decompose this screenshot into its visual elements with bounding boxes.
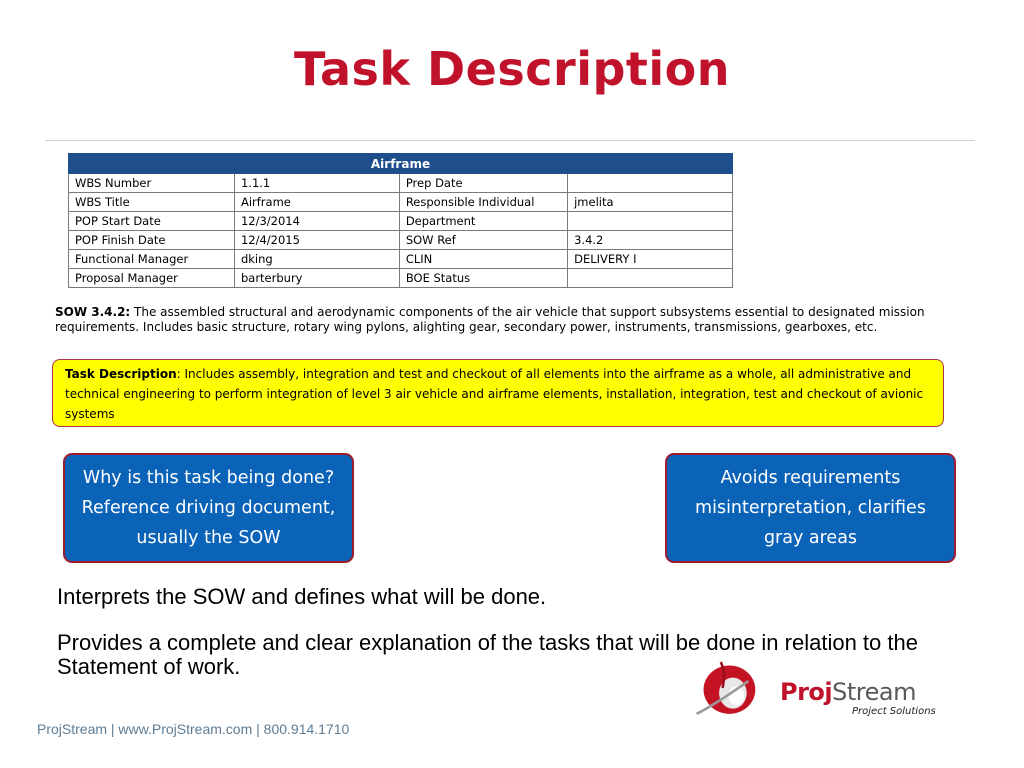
table-cell [568, 269, 733, 288]
logo-stream: Stream [832, 678, 916, 706]
callout-avoids-text: Avoids requirements misinterpretation, clarifies gray areas [695, 468, 926, 548]
table-cell: SOW Ref [399, 231, 567, 250]
sow-text: The assembled structural and aerodynamic components of the air vehicle that support subsystems essential to designated mission requirements. Includes basic structure, rotary wing pylons, alighting gear, secondary power, instruments, transmissions, gearboxes, etc. [55, 305, 925, 334]
table-cell [568, 212, 733, 231]
wbs-table [68, 153, 733, 288]
table-cell: Department [399, 212, 567, 231]
logo-subtitle: Project Solutions [852, 706, 936, 717]
table-cell: barterbury [234, 269, 399, 288]
table-cell: jmelita [568, 193, 733, 212]
table-cell: 12/3/2014 [234, 212, 399, 231]
table-row [69, 250, 733, 269]
table-cell [568, 174, 733, 193]
callout-avoids [665, 453, 956, 563]
task-description-label: Task Description [65, 367, 177, 381]
wbs-table-header: Airframe [69, 154, 733, 174]
table-cell: WBS Number [69, 174, 235, 193]
task-description-box [52, 359, 944, 427]
bullet-1: Interprets the SOW and defines what will be done. [57, 584, 547, 609]
table-cell: 3.4.2 [568, 231, 733, 250]
table-row [69, 231, 733, 250]
table-cell: WBS Title [69, 193, 235, 212]
table-cell: BOE Status [399, 269, 567, 288]
table-row [69, 269, 733, 288]
table-cell: Proposal Manager [69, 269, 235, 288]
table-row [69, 193, 733, 212]
bullet-2: Provides a complete and clear explanation of the tasks that will be done in relation to the Statement of work. [57, 630, 918, 679]
table-cell: Functional Manager [69, 250, 235, 269]
slide-title: Task Description [294, 42, 730, 96]
projstream-logo-icon [688, 650, 770, 725]
table-cell: 12/4/2015 [234, 231, 399, 250]
table-cell: DELIVERY I [568, 250, 733, 269]
sow-reference [55, 305, 960, 335]
table-row [69, 212, 733, 231]
table-cell: CLIN [399, 250, 567, 269]
table-cell: 1.1.1 [234, 174, 399, 193]
sow-label: SOW 3.4.2: [55, 305, 131, 319]
callout-why-text: Why is this task being done? Reference driving document, usually the SOW [81, 468, 336, 548]
table-cell: Airframe [234, 193, 399, 212]
task-description-text: : Includes assembly, integration and test and checkout of all elements into the airframe as a whole, all administrative and technical engineering to perform integration of level 3 air vehicle and airframe elements, installation, integration, test and checkout of avionic systems [65, 367, 924, 421]
title-divider [45, 140, 975, 141]
table-cell: Prep Date [399, 174, 567, 193]
table-cell: POP Start Date [69, 212, 235, 231]
logo-wordmark [780, 678, 916, 706]
table-cell: POP Finish Date [69, 231, 235, 250]
footer-text: ProjStream | www.ProjStream.com | 800.914.1710 [37, 721, 350, 737]
table-cell: dking [234, 250, 399, 269]
logo-proj: Proj [780, 678, 833, 706]
callout-why [63, 453, 354, 563]
table-cell: Responsible Individual [399, 193, 567, 212]
table-row [69, 174, 733, 193]
